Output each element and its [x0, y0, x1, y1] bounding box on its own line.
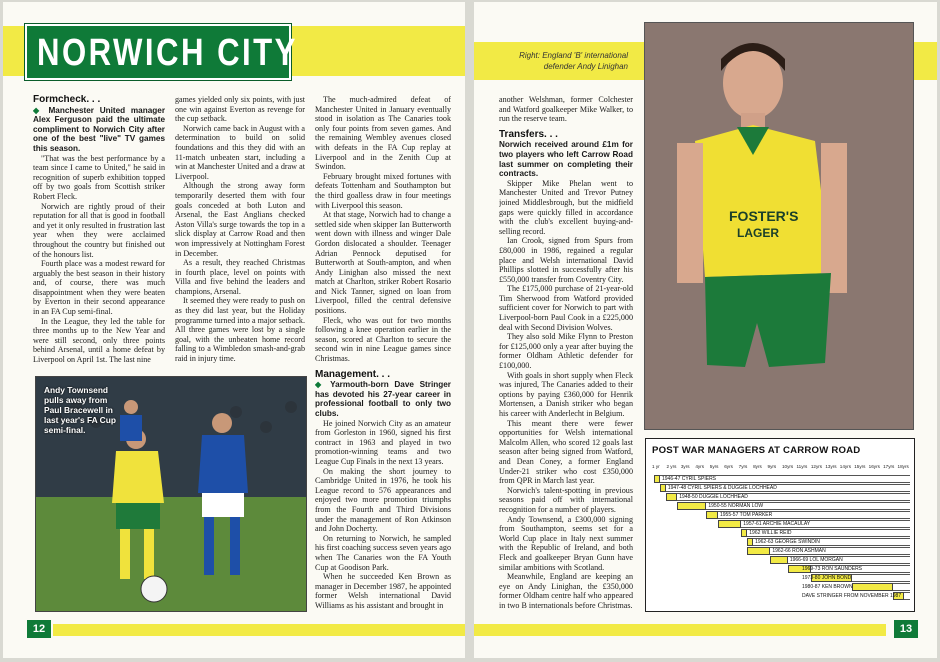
bottom-band — [53, 624, 465, 636]
page-number-left: 12 — [27, 620, 51, 638]
svg-text:FOSTER'S: FOSTER'S — [729, 208, 799, 224]
diamond-icon: ◆ — [315, 380, 325, 390]
paragraph: When he succeeded Ken Brown as manager in December 1987, he appointed former Welsh international David Williams as his assistant and brought in — [315, 572, 451, 610]
manager-row — [652, 484, 912, 492]
manager-row — [652, 583, 912, 591]
manager-label: 1962-63 GEORGE SWINDIN — [755, 539, 820, 545]
scale-label: 6yrs — [724, 464, 733, 469]
managers-chart — [645, 438, 915, 612]
manager-row — [652, 556, 912, 564]
manager-bar-extension — [893, 583, 910, 591]
scale-label: 12yrs — [810, 464, 823, 469]
paragraph: Although the strong away form temporarily deserted them with four goals conceded at both Luton and Arsenal, the East Anglians checked Aston Villa's surge towards the top in a slick display at Carrow Road and then won impressively at Nottingham Forest in December. — [175, 181, 305, 258]
manager-bar — [770, 556, 787, 564]
manager-label: DAVE STRINGER FROM NOVEMBER 1987 — [802, 593, 902, 599]
title-box — [25, 24, 298, 80]
manager-row — [652, 511, 912, 519]
paragraph: Skipper Mike Phelan went to Manchester United and Trevor Putney joined Middlesbrough, but the midfield gaps were quickly filled in accordance with the club's excellent buying-and-selling record. — [499, 178, 633, 236]
paragraph: "That was the best performance by a team since I came to United," he said in recognition of superb exhibition topped off by two goals from Scottish striker Robert Fleck. — [33, 153, 165, 201]
scale-label: 4yrs — [695, 464, 705, 469]
paragraph: In the League, they led the table for three months up to the New Year and were still second, only three points behind Arsenal, until a home defeat by Liverpool on April 1st. The last nine — [33, 316, 165, 365]
managers-chart-title: POST WAR MANAGERS AT CARROW ROAD — [652, 445, 861, 456]
manager-label: 1962-66 RON ASHMAN — [772, 548, 826, 554]
paragraph: Norwich came back in August with a determination to build on solid foundations and this they did with an 11-match unbeaten start, including a win at Manchester United and a draw at Liverpool. — [175, 123, 305, 181]
manager-bar — [666, 493, 678, 501]
paragraph: This meant there were fewer opportunities for Welsh international Malcolm Allen, who scored 12 goals last season after being signed from Watford, and Dean Coney, a former England Under-21 striker who cost £350,000 from QPR in March last year. — [499, 418, 633, 486]
lead-management: ◆ Yarmouth-born Dave Stringer has devoted his 27-year career in professional football to only two clubs. — [315, 380, 451, 418]
heading-formcheck: Formcheck. . . — [33, 95, 101, 105]
heading-management: Management. . . — [315, 368, 391, 380]
manager-label: 1950-55 NORMAN LOW — [708, 503, 764, 509]
manager-row — [652, 520, 912, 528]
manager-row — [652, 475, 912, 483]
player-photo — [644, 22, 914, 430]
scale-label: 5yrs — [709, 464, 719, 469]
scale-label: 8yrs — [753, 464, 762, 469]
paragraph: Norwich's talent-spotting in previous seasons paid off with international recognition for a number of players. — [499, 485, 633, 514]
paragraph: The £175,000 purchase of 21-year-old Tim Sherwood from Watford provided sufficient cover for Norwich to part with Liverpool-born Paul Cook in a £225,000 deal with Second Division Wolves. — [499, 284, 633, 332]
manager-bar — [852, 583, 893, 591]
column-3 — [315, 95, 451, 613]
paragraph: The much-admired defeat of Manchester United in January eventually stood in isolation as The Canaries took only four points from seven games. And the remaining Wembley avenues closed with defeats in the FA Cup replay at Liverpool and in the Zenith Cup at Swindon. — [315, 95, 451, 172]
scale-label: 11yrs — [796, 464, 808, 469]
manager-bar-extension — [852, 574, 910, 582]
manager-bar — [677, 502, 706, 510]
scale-label: 15yrs — [854, 464, 866, 469]
page-title: NORWICH CITY — [37, 32, 298, 74]
paragraph: Norwich are rightly proud of their reputation for all that is good in football and yet it only resulted in frustration last year when they were acclaimed throughout the country but finished out of the honours list. — [33, 201, 165, 259]
column-2 — [175, 95, 305, 371]
svg-text:LAGER: LAGER — [737, 226, 779, 240]
paragraph: Ian Crook, signed from Spurs from £80,000 in 1986, regained a regular place and Welsh international David Phillips slotted in successfully after his £550,000 transfer from Coventry City. — [499, 236, 633, 284]
manager-label: 1946-47 CYRIL SPIERS — [662, 476, 717, 482]
photo-caption-right: Right: England 'B' international defender Andy Linighan — [519, 51, 628, 71]
scale-label: 7yrs — [738, 464, 748, 469]
scale-label: 14yrs — [839, 464, 851, 469]
left-page — [3, 2, 465, 658]
page-number-right: 13 — [894, 620, 918, 638]
photo-caption: Andy Townsend pulls away from Paul Bracewell in last year's FA Cup semi-final. — [44, 385, 116, 435]
scale-label: 10yrs — [782, 464, 794, 469]
manager-row — [652, 493, 912, 501]
paragraph: February brought mixed fortunes with defeats Tottenham and Southampton but the third goalless draw in four meetings with Liverpool this season. — [315, 171, 451, 210]
manager-label: 1973-80 JOHN BOND — [802, 575, 852, 581]
paragraph: On making the short journey to Cambridge United in 1976, he took his League record to 576 appearances and enjoyed two more promotion triumphs from the Fourth and Third Divisions under the management of Ron Atkinson and John Docherty. — [315, 466, 451, 534]
scale-label: 13yrs — [825, 464, 837, 469]
scale-label: 9yrs — [767, 464, 777, 469]
manager-label: 1969-73 RON SAUNDERS — [802, 566, 863, 572]
lead-transfers: Norwich received around £1m for two players who left Carrow Road last summer on completing their contracts. — [499, 140, 633, 179]
column-1 — [33, 95, 165, 371]
manager-row — [652, 592, 912, 600]
match-photo — [35, 376, 307, 612]
manager-bar — [718, 520, 741, 528]
manager-label: 1948-50 DUGGIE LOCHHEAD — [679, 494, 748, 500]
manager-row — [652, 565, 912, 573]
manager-bar — [747, 547, 770, 555]
paragraph: another Welshman, former Colchester and Watford goalkeeper Mike Walker, to run the reserve team. — [499, 95, 633, 124]
managers-chart-rows — [652, 475, 912, 605]
manager-label: 1980-87 KEN BROWN — [802, 584, 853, 590]
paragraph: As a result, they reached Christmas in fourth place, level on points with Villa and five behind the leaders and champions, Arsenal. — [175, 258, 305, 296]
paragraph: games yielded only six points, with just one win against Everton as revenge for the cup setback. — [175, 95, 305, 124]
player-photo-illustration — [645, 23, 914, 430]
manager-bar-extension — [904, 592, 910, 600]
manager-row — [652, 538, 912, 546]
paragraph: Fleck, who was out for two months following a knee operation earlier in the season, scored at Charlton to secure the second win in nine League games since Christmas. — [315, 315, 451, 364]
manager-row — [652, 529, 912, 537]
diamond-icon: ◆ — [33, 105, 43, 115]
paragraph: It seemed they were ready to push on as they did last year, but the Holiday programme turned into a major setback. All three games were lost by a single goal, with the unbeaten home record falling to a Wimbledon smash-and-grab raid in injury time. — [175, 296, 305, 364]
heading-transfers: Transfers. . . — [499, 128, 558, 140]
manager-label: 1966-69 LOL MORGAN — [789, 557, 843, 563]
manager-label: 1947-48 CYRIL SPIERS & DUGGIE LOCHHEAD — [667, 485, 777, 491]
scale-label: 16yrs — [868, 464, 880, 469]
paragraph: With goals in short supply when Fleck was injured, The Canaries added to their options by paying £360,000 for Henrik Mortensen, a Danish striker who began his career with Anderlecht in Belgium. — [499, 370, 633, 418]
paragraph: Meanwhile, England are keeping an eye on Andy Linighan, the £350,000 former Oldham centre half who appeared in two B internationals before Christmas. — [499, 572, 633, 610]
manager-bar — [706, 511, 718, 519]
manager-row — [652, 574, 912, 582]
managers-chart-scale — [652, 464, 912, 472]
manager-row — [652, 547, 912, 555]
scale-label: 2 yrs — [666, 464, 677, 469]
paragraph: He joined Norwich City as an amateur from Gorleston in 1960, signed his first contract in 1963 and played in two promotion-winning teams and two League Cup Finals in the next 13 years. — [315, 418, 451, 466]
scale-label: 18yrs — [897, 464, 909, 469]
paragraph: They also sold Mike Flynn to Preston for £125,000 only a year after buying the former Oldham Athletic defender for £100,000. — [499, 332, 633, 371]
scale-label: 1 yr — [652, 464, 660, 469]
scale-label: 17yrs — [883, 464, 895, 469]
manager-label: 1957-61 ARCHIE MACAULAY — [743, 521, 811, 527]
scale-label: 3yrs — [680, 464, 690, 469]
paragraph: Fourth place was a modest reward for arguably the best season in their history and, of course, there was much disappointment when they were beaten by Everton in their second appearance in an FA Cup semi-final. — [33, 259, 165, 317]
paragraph: Andy Townsend, a £300,000 signing from Southampton, seems set for a World Cup place in Italy next summer with the Republic of Ireland, and both Fleck and goalkeeper Bryan Gunn have similar ambitions with Scotland. — [499, 514, 633, 572]
right-page — [474, 2, 937, 658]
paragraph: At that stage, Norwich had to change a settled side when skipper Ian Butterworth went down with illness and winger Dale Gordon dislocated a shoulder. Teenager Adrian Pennock deputised for Butterworth at South-ampton, and when Andy Linighan also missed the next match at Charlton, striker Robert Rosario and Nick Tanner, signed on loan from Liverpool, filled the central defensive positions. — [315, 210, 451, 316]
manager-label: 1955-57 TOM PARKER — [720, 512, 773, 518]
column-4 — [499, 95, 633, 613]
manager-label: 1962 WILLIE REID — [749, 530, 792, 536]
lead-formcheck: ◆ Manchester United manager Alex Ferguson paid the ultimate compliment to Norwich City after one of the best "live" TV games this season. — [33, 105, 165, 153]
bottom-band — [474, 624, 886, 636]
manager-row — [652, 502, 912, 510]
paragraph: On returning to Norwich, he sampled his first coaching success seven years ago when The Canaries won the FA Youth Cup at Goodison Park. — [315, 533, 451, 572]
